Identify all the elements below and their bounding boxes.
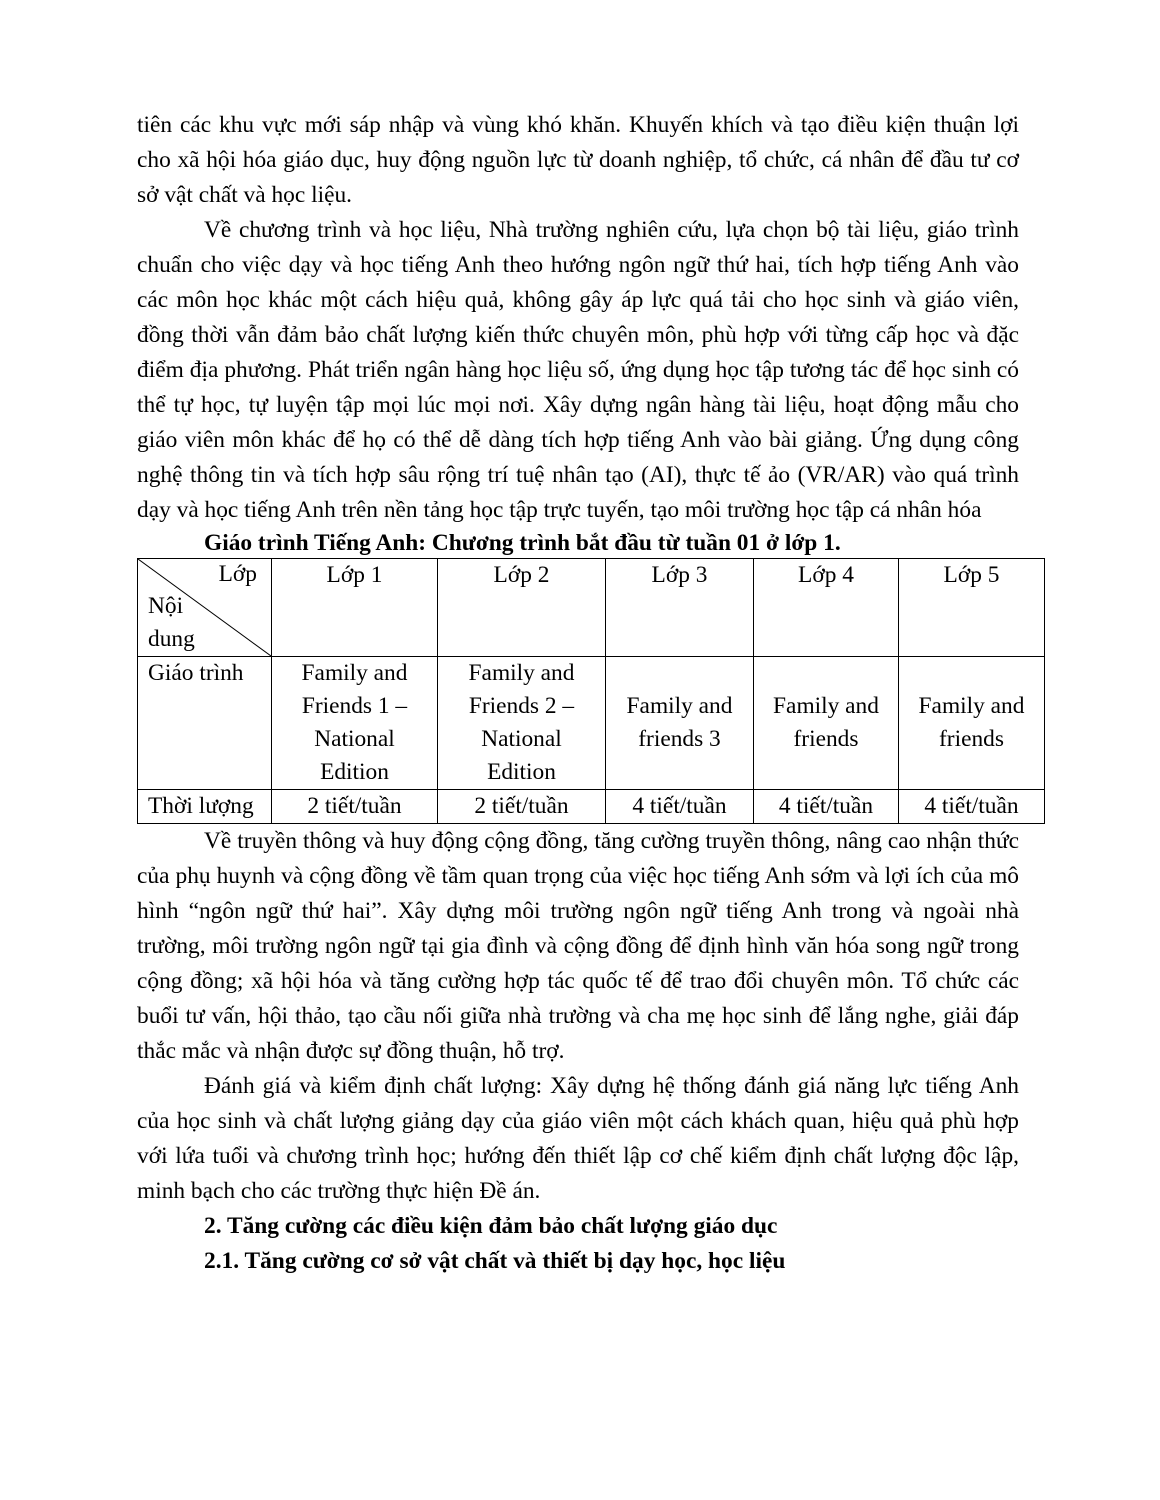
- duration-grade-4: 4 tiết/tuần: [754, 790, 899, 824]
- textbook-grade-5: Family and friends: [899, 657, 1045, 790]
- header-grade-3: Lớp 3: [606, 559, 754, 657]
- table-row-duration: [138, 790, 1045, 824]
- paragraph-3: Về truyền thông và huy động cộng đồng, tăng cường truyền thông, nâng cao nhận thức của phụ huynh và cộng đồng về tầm quan trọng của việc học tiếng Anh sớm và lợi ích của mô hình “ngôn ngữ thứ hai”. Xây dựng môi trường ngôn ngữ tiếng Anh trong và ngoài nhà trường, môi trường ngôn ngữ tại gia đình và cộng đồng để định hình văn hóa song ngữ trong cộng đồng; xã hội hóa và tăng cường hợp tác quốc tế để trao đổi chuyên môn. Tổ chức các buổi tư vấn, hội thảo, tạo cầu nối giữa nhà trường và cha mẹ học sinh để lắng nghe, giải đáp thắc mắc và nhận được sự đồng thuận, hỗ trợ.: [137, 828, 1019, 1064]
- paragraph-2: Về chương trình và học liệu, Nhà trường nghiên cứu, lựa chọn bộ tài liệu, giáo trình chuẩn cho việc dạy và học tiếng Anh theo hướng ngôn ngữ thứ hai, tích hợp tiếng Anh vào các môn học khác một cách hiệu quả, không gây áp lực quá tải cho học sinh và giáo viên, đồng thời vẫn đảm bảo chất lượng kiến thức chuyên môn, phù hợp với từng cấp học và đặc điểm địa phương. Phát triển ngân hàng học liệu số, ứng dụng học tập tương tác để học sinh có thể tự học, tự luyện tập mọi lúc mọi nơi. Xây dựng ngân hàng tài liệu, hoạt động mẫu cho giáo viên môn khác để họ có thể dễ dàng tích hợp tiếng Anh vào bài giảng. Ứng dụng công nghệ thông tin và tích hợp sâu rộng trí tuệ nhân tạo (AI), thực tế ảo (VR/AR) vào quá trình dạy và học tiếng Anh trên nền tảng học tập trực tuyến, tạo môi trường học tập cá nhân hóa: [137, 217, 1019, 523]
- table-header-row: [138, 559, 1045, 657]
- corner-label-content: Nội dung: [148, 593, 195, 652]
- textbook-grade-3: Family and friends 3: [606, 657, 754, 790]
- textbook-grade-2: Family and Friends 2 – National Edition: [438, 657, 606, 790]
- section-heading-2-1: 2.1. Tăng cường cơ sở vật chất và thiết bị dạy học, học liệu: [204, 1248, 786, 1274]
- corner-label-grade: Lớp: [218, 561, 257, 587]
- textbook-grade-1: Family and Friends 1 – National Edition: [272, 657, 438, 790]
- duration-grade-1: 2 tiết/tuần: [272, 790, 438, 824]
- table-corner-cell: [138, 559, 272, 657]
- curriculum-table: [137, 558, 1045, 824]
- header-grade-2: Lớp 2: [438, 559, 606, 657]
- duration-grade-5: 4 tiết/tuần: [899, 790, 1045, 824]
- duration-grade-3: 4 tiết/tuần: [606, 790, 754, 824]
- table-row-textbook: [138, 657, 1045, 790]
- header-grade-1: Lớp 1: [272, 559, 438, 657]
- header-grade-5: Lớp 5: [899, 559, 1045, 657]
- section-heading-2: 2. Tăng cường các điều kiện đảm bảo chất lượng giáo dục: [204, 1213, 778, 1239]
- paragraph-1: tiên các khu vực mới sáp nhập và vùng khó khăn. Khuyến khích và tạo điều kiện thuận lợi cho xã hội hóa giáo dục, huy động nguồn lực từ doanh nghiệp, tổ chức, cá nhân để đầu tư cơ sở vật chất và học liệu.: [137, 112, 1019, 208]
- document-page: [137, 108, 1025, 1279]
- row-label-duration: Thời lượng: [138, 790, 272, 824]
- paragraph-4: Đánh giá và kiểm định chất lượng: Xây dựng hệ thống đánh giá năng lực tiếng Anh của học sinh và chất lượng giảng dạy của giáo viên một cách khách quan, hiệu quả phù hợp với lứa tuổi và chương trình học; hướng đến thiết lập cơ chế kiểm định chất lượng độc lập, minh bạch cho các trường thực hiện Đề án.: [137, 1073, 1019, 1204]
- header-grade-4: Lớp 4: [754, 559, 899, 657]
- textbook-grade-4: Family and friends: [754, 657, 899, 790]
- duration-grade-2: 2 tiết/tuần: [438, 790, 606, 824]
- row-label-textbook: Giáo trình: [138, 657, 272, 790]
- table-caption: Giáo trình Tiếng Anh: Chương trình bắt đầu từ tuần 01 ở lớp 1.: [204, 530, 841, 556]
